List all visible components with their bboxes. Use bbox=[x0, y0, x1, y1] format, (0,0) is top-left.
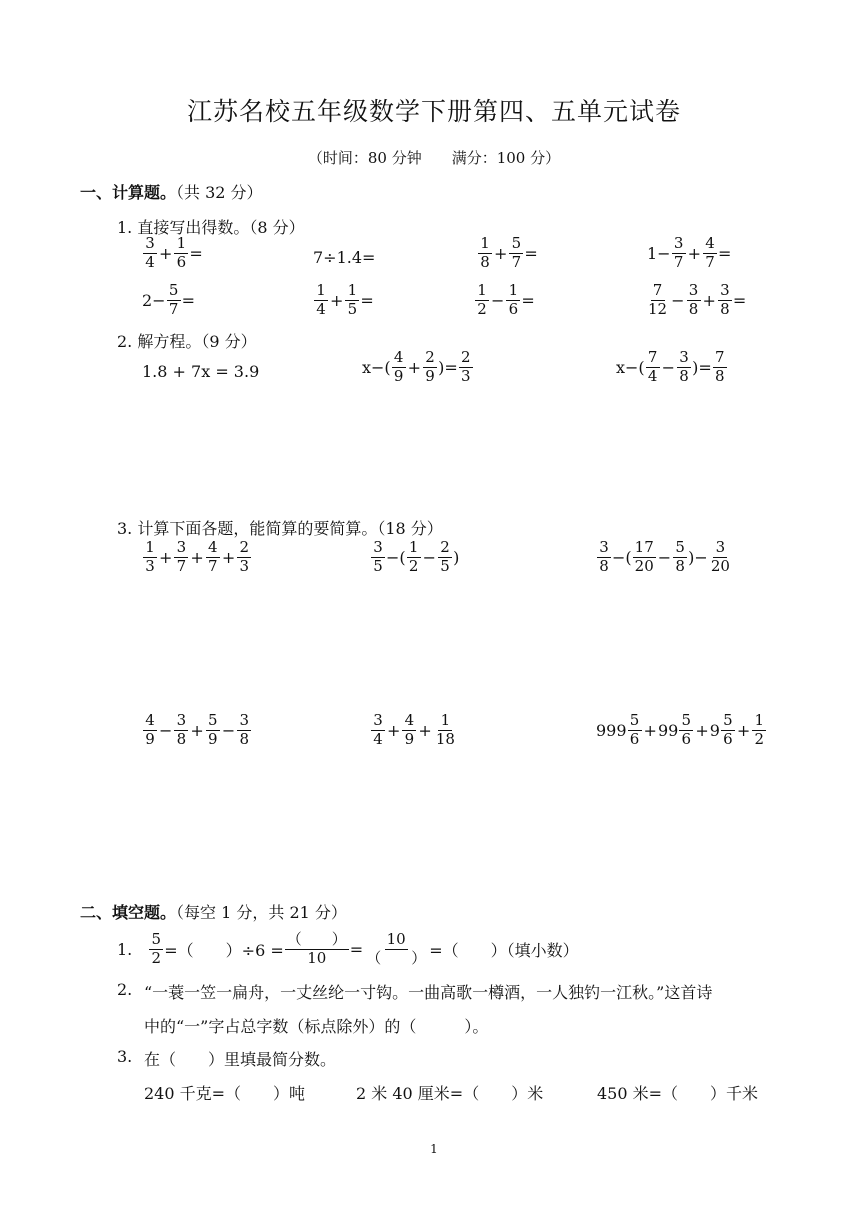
q1-item-f: $\frac{1}{4}$ + $\frac{1}{5}$ = bbox=[313, 283, 374, 318]
q1-item-b: 7÷1.4= bbox=[313, 248, 376, 267]
q2-item-a: 1.8 + 7x = 3.9 bbox=[142, 362, 260, 381]
q3-item-e: $\frac{3}{4}$ + $\frac{4}{9}$ + $\frac{1}{18}$ bbox=[370, 713, 458, 748]
q3-item-d: $\frac{4}{9}$ − $\frac{3}{8}$ + $\frac{5}{9}$ − $\frac{3}{8}$ bbox=[142, 713, 252, 748]
exam-info: （时间：80 分钟 满分：100 分） bbox=[307, 149, 561, 167]
q3-item-f: 999 $\frac{5}{6}$ + 99 $\frac{5}{6}$ + 9 $\frac{5}{6}$ + $\frac{1}{2}$ bbox=[596, 713, 767, 748]
page-number: 1 bbox=[430, 1142, 438, 1156]
fill-question-3-number: 3. bbox=[117, 1047, 133, 1066]
fill-question-3-b: 2 米 40 厘米=（ ）米 bbox=[356, 1084, 544, 1103]
fill-question-1: 1. $\frac{5}{2}$ =（ ）÷6 = $\frac{( )}{10}$ = $\frac{10}{( )}$ =（ ）（填小数） bbox=[117, 930, 579, 967]
section-1-title: 一、计算题。 bbox=[80, 183, 177, 202]
q2-item-c: x−( $\frac{7}{4}$ − $\frac{3}{8}$ )= $\frac{7}{8}$ bbox=[616, 350, 728, 385]
fill-question-3-c: 450 米=（ ）千米 bbox=[597, 1084, 759, 1103]
question-2-label: 2. 解方程。（9 分） bbox=[117, 332, 257, 351]
q1-item-c: $\frac{1}{8}$ + $\frac{5}{7}$ = bbox=[477, 236, 538, 271]
question-3-label: 3. 计算下面各题，能简算的要简算。（18 分） bbox=[117, 519, 443, 538]
fill-question-2-line2: 中的“一”字占总字数（标点除外）的（ ）。 bbox=[144, 1017, 489, 1036]
q1-item-g: $\frac{1}{2}$ − $\frac{1}{6}$ = bbox=[474, 283, 535, 318]
section-2-title: 二、填空题。 bbox=[80, 903, 177, 922]
q1-item-d: 1− $\frac{3}{7}$ + $\frac{4}{7}$ = bbox=[647, 234, 732, 271]
q1-item-e: 2− $\frac{5}{7}$ = bbox=[142, 281, 195, 318]
q2-item-b: x−( $\frac{4}{9}$ + $\frac{2}{9}$ )= $\frac{2}{3}$ bbox=[362, 350, 474, 385]
fill-question-3-line1: 在（ ）里填最简分数。 bbox=[144, 1050, 337, 1069]
section-1-score: （共 32 分） bbox=[176, 183, 263, 202]
page-title: 江苏名校五年级数学下册第四、五单元试卷 bbox=[186, 97, 681, 126]
fill-question-2-line1: “一蓑一笠一扁舟，一丈丝纶一寸钩。一曲高歌一樽酒，一人独钓一江秋。”这首诗 bbox=[144, 983, 713, 1002]
fill-question-2-number: 2. bbox=[117, 980, 133, 999]
q1-item-a: $\frac{3}{4}$ + $\frac{1}{6}$ = bbox=[142, 236, 203, 271]
q3-item-b: $\frac{3}{5}$ −( $\frac{1}{2}$ − $\frac{2}{5}$ ) bbox=[370, 540, 459, 575]
section-2-header bbox=[80, 900, 347, 923]
section-1-header bbox=[80, 180, 263, 203]
question-1-label: 1. 直接写出得数。（8 分） bbox=[117, 218, 305, 237]
q1-item-h: $\frac{7}{12}$ − $\frac{3}{8}$ + $\frac{3}{8}$ = bbox=[648, 281, 747, 318]
q3-item-c: $\frac{3}{8}$ −( $\frac{17}{20}$ − $\frac{5}{8}$ )− $\frac{3}{20}$ bbox=[596, 540, 733, 575]
fill-question-3-a: 240 千克=（ ）吨 bbox=[144, 1084, 306, 1103]
section-2-score: （每空 1 分，共 21 分） bbox=[176, 903, 347, 922]
q3-item-a: $\frac{1}{3}$ + $\frac{3}{7}$ + $\frac{4}{7}$ + $\frac{2}{3}$ bbox=[142, 540, 252, 575]
